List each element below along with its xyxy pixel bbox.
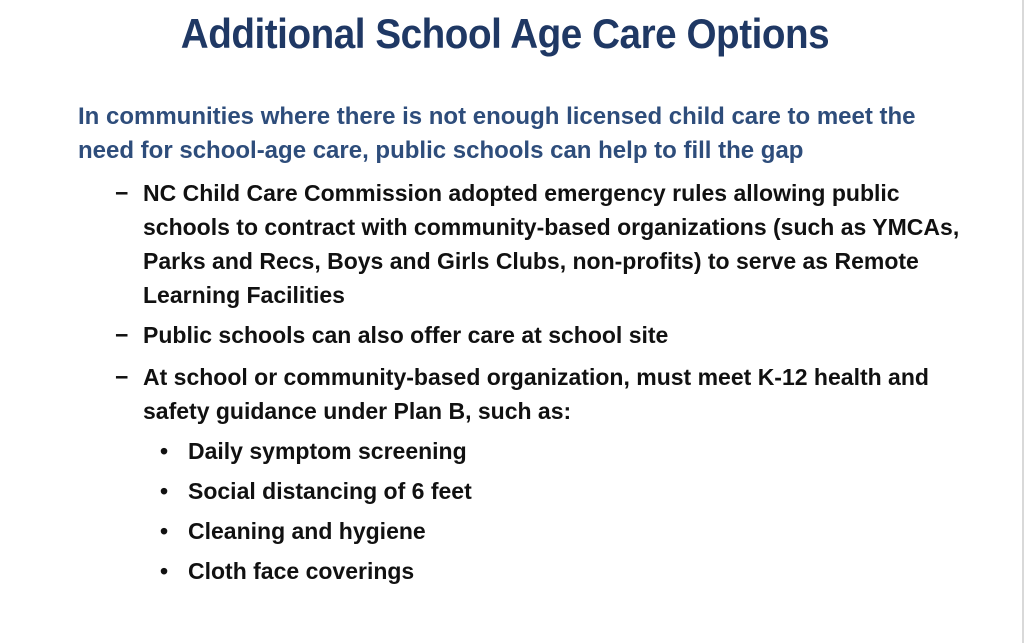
- sub-bullet-item-2: [160, 474, 888, 508]
- bullet-text: At school or community-based organization, must meet K-12 health and safety guidance under Plan B, such as:: [143, 364, 929, 424]
- sub-bullet-text: Daily symptom screening: [188, 438, 467, 464]
- bullet-item-2: [115, 318, 963, 352]
- bullet-item-3: [115, 360, 963, 428]
- sub-bullet-item-4: [160, 554, 888, 588]
- sub-bullet-text: Cloth face coverings: [188, 558, 415, 584]
- sub-bullet-text: Cleaning and hygiene: [188, 518, 426, 544]
- slide-title: Additional School Age Care Options: [180, 10, 830, 57]
- bullet-dot-marker: •: [160, 438, 169, 464]
- bullet-text: NC Child Care Commission adopted emergency rules allowing public schools to contract with community-based organizations (such as YMCAs, Parks and Recs, Boys and Girls Clubs, non-profits) to serve as Remote Learning Facilities: [143, 180, 960, 308]
- bullet-item-1: [115, 176, 963, 312]
- dash-marker: −: [115, 322, 129, 348]
- dash-marker: −: [115, 364, 129, 390]
- sub-bullet-item-3: [160, 514, 888, 548]
- bullet-dot-marker: •: [160, 518, 169, 544]
- sub-bullet-item-1: [160, 434, 888, 468]
- bullet-dot-marker: •: [160, 478, 169, 504]
- sub-bullet-text: Social distancing of 6 feet: [188, 478, 472, 504]
- bullet-text: Public schools can also offer care at school site: [143, 322, 669, 348]
- dash-marker: −: [115, 180, 129, 206]
- bullet-dot-marker: •: [160, 558, 169, 584]
- intro-text: In communities where there is not enough licensed child care to meet the need for school-age care, public schools can help to fill the gap: [78, 103, 916, 164]
